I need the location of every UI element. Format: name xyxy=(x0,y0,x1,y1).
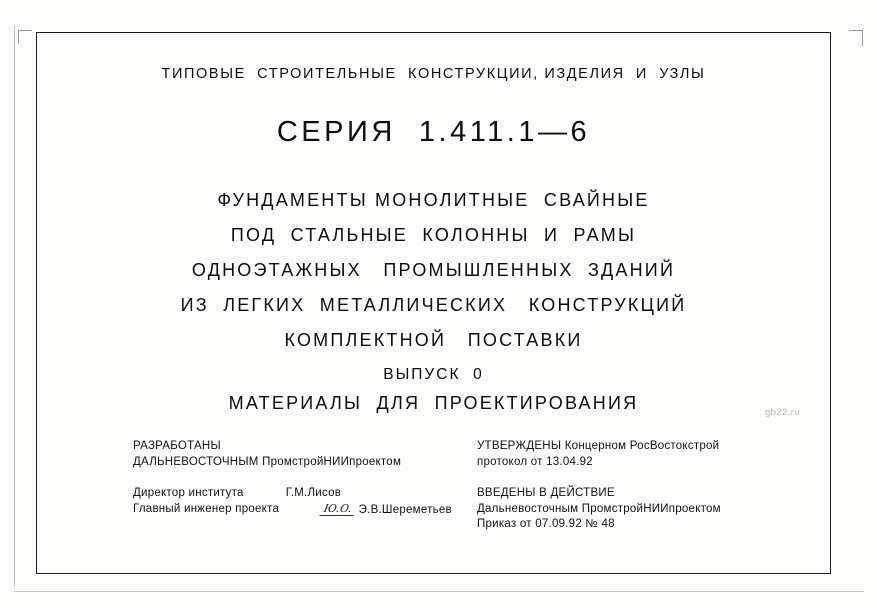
director-row xyxy=(133,486,452,502)
scan-edge-bottom xyxy=(14,591,864,592)
enacted-order: Приказ от 07.09.92 № 48 xyxy=(477,518,615,530)
handwritten-signature: Ю.О. xyxy=(319,501,356,517)
document-body xyxy=(37,33,830,573)
title-line-3: ОДНОЭТАЖНЫХ ПРОМЫШЛЕННЫХ ЗДАНИЙ xyxy=(191,260,676,280)
corner-mark-top-left xyxy=(18,30,32,31)
chief-engineer-row xyxy=(133,502,452,519)
issue-number: ВЫПУСК 0 xyxy=(383,366,484,383)
document-frame xyxy=(36,32,831,574)
title-line-4: ИЗ ЛЕГКИХ МЕТАЛЛИЧЕСКИХ КОНСТРУКЦИЙ xyxy=(180,295,687,315)
director-label: Директор института xyxy=(133,487,244,499)
watermark: gb22.ru xyxy=(764,407,800,418)
title-line-5: КОМПЛЕКТНОЙ ПОСТАВКИ xyxy=(284,330,583,350)
document-kicker: ТИПОВЫЕ СТРОИТЕЛЬНЫЕ КОНСТРУКЦИИ, ИЗДЕЛИЯ И УЗЛЫ xyxy=(161,66,706,82)
enacted-group xyxy=(477,486,721,533)
series-number: СЕРИЯ 1.411.1—6 xyxy=(276,116,591,148)
signature-column-left xyxy=(133,439,452,534)
corner-mark-top-right xyxy=(849,30,863,31)
signature-area xyxy=(37,427,830,557)
document-title-block xyxy=(37,183,830,358)
scan-edge-left xyxy=(14,26,15,586)
corner-mark-top-right-vertical xyxy=(862,30,863,46)
developed-org: ДАЛЬНЕВОСТОЧНЫМ ПромстройНИИпроектом xyxy=(133,455,402,468)
chief-engineer-signature-and-name xyxy=(321,502,452,519)
title-line-1: ФУНДАМЕНТЫ МОНОЛИТНЫЕ СВАЙНЫЕ xyxy=(217,190,650,210)
enacted-label: ВВЕДЕНЫ В ДЕЙСТВИЕ xyxy=(477,487,615,499)
developed-by-group xyxy=(133,439,452,470)
chief-engineer-label: Главный инженер проекта xyxy=(133,502,280,515)
developed-label: РАЗРАБОТАНЫ xyxy=(133,440,221,452)
approved-group xyxy=(477,439,721,470)
approved-protocol: протокол от 13.04.92 xyxy=(477,455,593,468)
director-name: Г.М.Лисов xyxy=(285,487,342,499)
approved-label: УТВЕРЖДЕНЫ Концерном РосВостокстрой xyxy=(477,440,720,452)
document-subtitle: МАТЕРИАЛЫ ДЛЯ ПРОЕКТИРОВАНИЯ xyxy=(228,393,639,413)
chief-engineer-name: Э.В.Шереметьев xyxy=(358,503,452,516)
officials-group xyxy=(133,486,452,518)
enacted-org: Дальневосточным ПромстройНИИпроектом xyxy=(477,502,721,515)
signature-column-right xyxy=(477,439,721,549)
corner-mark-top-left-vertical xyxy=(18,30,19,44)
title-line-2: ПОД СТАЛЬНЫЕ КОЛОННЫ И РАМЫ xyxy=(230,225,637,245)
